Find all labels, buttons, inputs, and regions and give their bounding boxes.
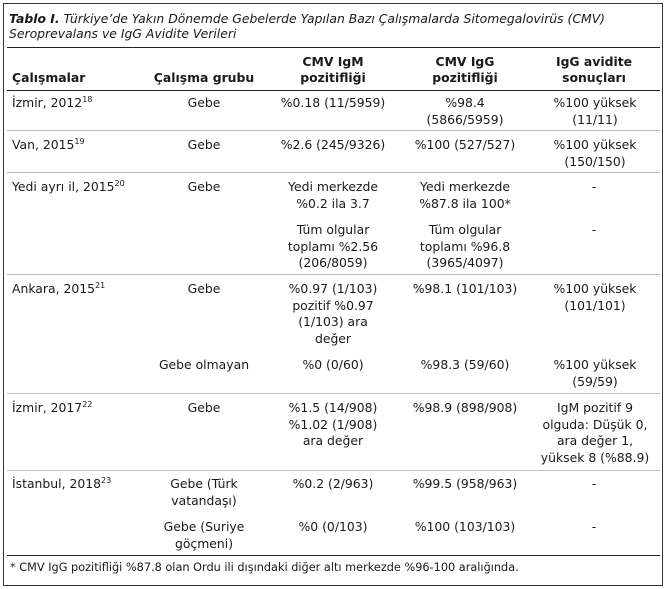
table-cell-igm: Yedi merkezde %0.2 ila 3.7 [288, 179, 378, 211]
table-cell-igm: %0 (0/60) [302, 357, 364, 372]
row-divider [7, 130, 660, 131]
header-cmv-igg: CMV IgG pozitifliği [432, 54, 498, 85]
table-cell-igm: %1.5 (14/908) %1.02 (1/908) ara değer [288, 400, 378, 448]
table-cell-group: Gebe [187, 400, 221, 415]
table-cell-avidity: - [591, 476, 597, 491]
table-cell-igg: %98.9 (898/908) [412, 400, 518, 415]
table-cell-igg: %98.4 (5866/5959) [426, 95, 504, 127]
table-bottom-rule [7, 555, 660, 556]
row-divider [7, 274, 660, 275]
table-cell-igm: %2.6 (245/9326) [280, 137, 386, 152]
table-cell-igg: %98.3 (59/60) [420, 357, 510, 372]
header-studies: Çalışmalar [12, 70, 86, 85]
table-caption [9, 11, 649, 41]
table-cell-igg: %100 (527/527) [414, 137, 516, 152]
table-cell-avidity: - [591, 519, 597, 534]
table-cell-igg: %98.1 (101/103) [412, 281, 518, 296]
table-row-study: İstanbul, 2018$^{23}$ [12, 476, 112, 491]
header-study-group: Çalışma grubu [153, 70, 255, 85]
table-cell-avidity: %100 yüksek (150/150) [553, 137, 637, 169]
table-cell-igg: %100 (103/103) [414, 519, 516, 534]
table-cell-igm: %0.18 (11/5959) [280, 95, 386, 110]
table-cell-igm: Tüm olgular toplamı %2.56 (206/8059) [287, 222, 379, 270]
table-cell-avidity: - [591, 222, 597, 237]
header-bottom-rule [7, 90, 660, 91]
table-cell-group: Gebe [187, 179, 221, 194]
table-cell-group: Gebe olmayan [158, 357, 250, 372]
table-cell-group: Gebe [187, 95, 221, 110]
row-divider [7, 470, 660, 471]
table-cell-group: Gebe (Türk vatandaşı) [170, 476, 238, 508]
table-row-study: İzmir, 2017$^{22}$ [12, 400, 93, 415]
header-top-rule [7, 47, 660, 48]
table-row-study: Yedi ayrı il, 2015$^{20}$ [12, 179, 125, 194]
table-cell-avidity: %100 yüksek (59/59) [553, 357, 637, 389]
table-cell-igm: %0.2 (2/963) [292, 476, 374, 491]
table-cell-igg: Yedi merkezde %87.8 ila 100* [419, 179, 511, 211]
table-cell-group: Gebe (Suriye göçmeni) [163, 519, 245, 551]
table-cell-group: Gebe [187, 281, 221, 296]
caption-label: Tablo I. [9, 11, 60, 26]
table-row-study: Van, 2015$^{19}$ [12, 137, 85, 152]
header-igg-avidity: IgG avidite sonuçları [555, 54, 633, 85]
table-cell-avidity: IgM pozitif 9 olguda: Düşük 0, ara değer 1, yüksek 8 (%88.9) [540, 400, 650, 465]
table-cell-igg: Tüm olgular toplamı %96.8 (3965/4097) [419, 222, 511, 270]
table-cell-avidity: %100 yüksek (101/101) [553, 281, 637, 313]
table-cell-avidity: %100 yüksek (11/11) [553, 95, 637, 127]
table-footnote: * CMV IgG pozitifliği %87.8 olan Ordu ili dışındaki diğer altı merkezde %96-100 aralığında. [10, 561, 519, 574]
header-cmv-igm: CMV IgM pozitifliği [300, 54, 366, 85]
row-divider [7, 393, 660, 394]
table-cell-avidity: - [591, 179, 597, 194]
caption-text: Türkiye’de Yakın Dönemde Gebelerde Yapılan Bazı Çalışmalarda Sitomegalovirüs (CMV) Seroprevalans ve IgG Avidite Verileri [9, 11, 606, 41]
table-cell-igg: %99.5 (958/963) [412, 476, 518, 491]
table-row-study: Ankara, 2015$^{21}$ [12, 281, 106, 296]
row-divider [7, 172, 660, 173]
table-cell-igm: %0.97 (1/103) pozitif %0.97 (1/103) ara değer [288, 281, 378, 346]
table-cell-igm: %0 (0/103) [298, 519, 368, 534]
table-row-study: İzmir, 2012$^{18}$ [12, 95, 93, 110]
table-cell-group: Gebe [187, 137, 221, 152]
